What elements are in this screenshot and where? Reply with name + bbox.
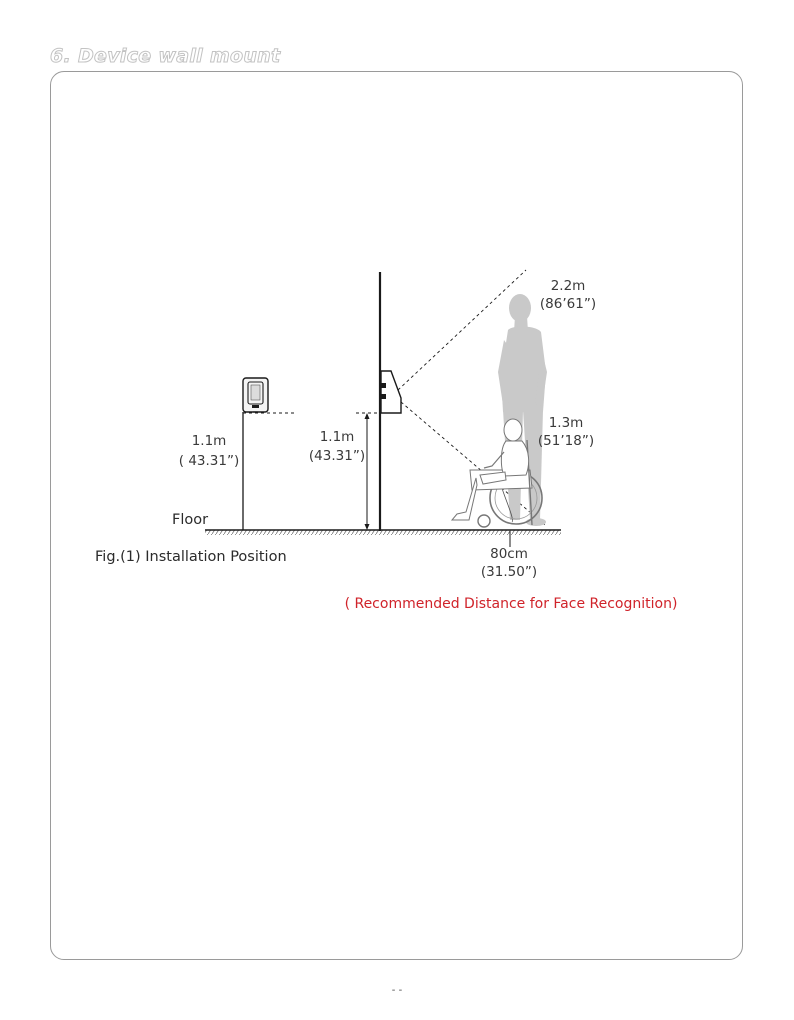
seated-height-imperial: (51’18”): [537, 433, 595, 449]
recommended-distance-note: ( Recommended Distance for Face Recognition): [344, 596, 678, 612]
left-height-value: 1.1m: [191, 433, 227, 449]
distance-value: 80cm: [490, 546, 528, 562]
device-side-view-icon: [381, 371, 401, 413]
section-title: 6. Device wall mount: [50, 45, 281, 67]
page-number: - -: [391, 985, 403, 996]
distance-imperial: (31.50”): [480, 564, 538, 580]
wall-height-value: 1.1m: [319, 429, 355, 445]
figure-caption: Fig.(1) Installation Position: [95, 549, 287, 565]
left-height-imperial: ( 43.31”): [178, 453, 240, 469]
seated-height-value: 1.3m: [548, 415, 584, 431]
standing-person-figure: [498, 294, 547, 526]
standing-height-imperial: (86’61”): [539, 296, 597, 312]
standing-height-value: 2.2m: [550, 278, 586, 294]
wall-height-imperial: (43.31”): [308, 448, 366, 464]
wall-height-arrow: [365, 413, 370, 530]
floor-line: [205, 530, 561, 535]
device-front-view-icon: [243, 378, 268, 412]
floor-label: Floor: [172, 512, 209, 528]
